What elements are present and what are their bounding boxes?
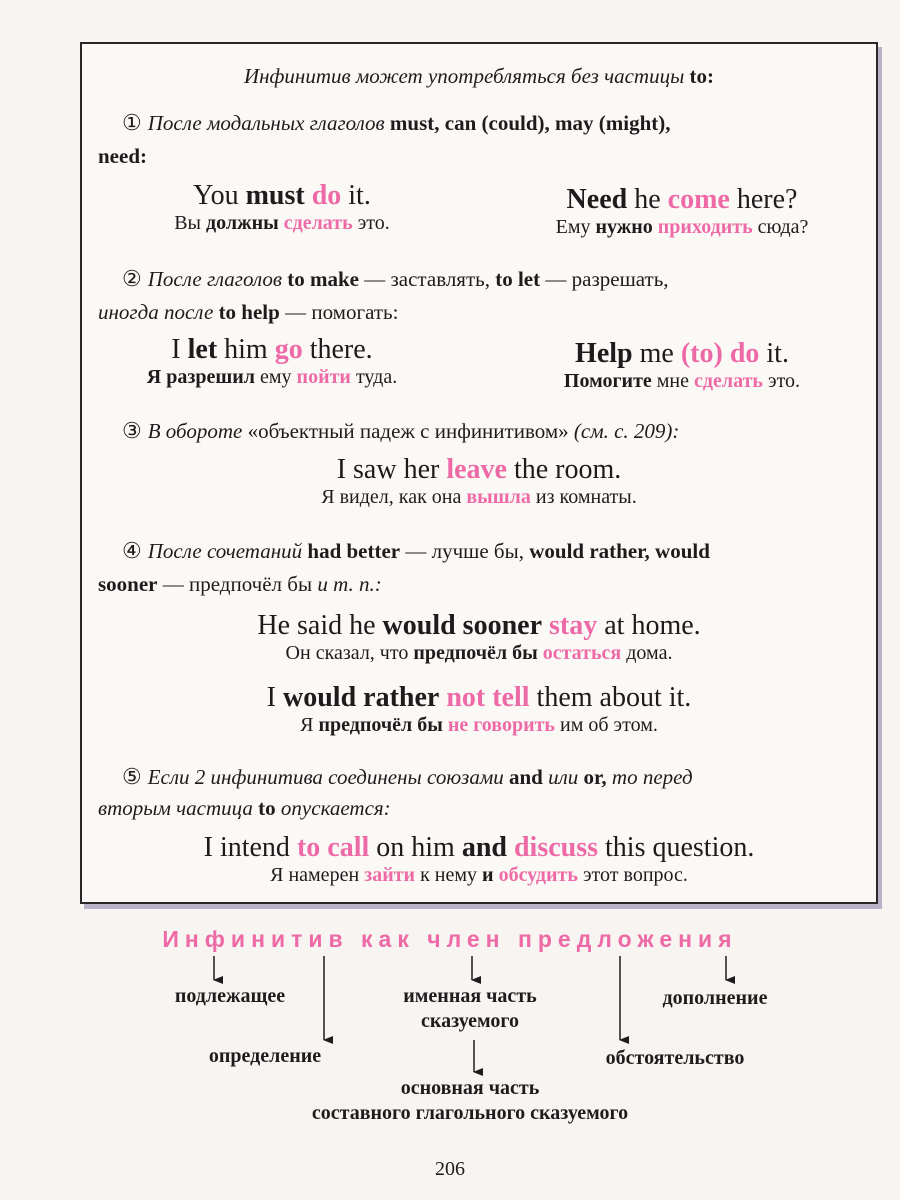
node-object: дополнение	[662, 987, 768, 1009]
diagram-title: Инфинитив как член предложения	[162, 926, 738, 952]
example-4b: I would rather not tell them about it. Я предпочёл бы не говорить им об этом.	[266, 682, 692, 736]
rule-2-cont: иногда после to help — помогать:	[98, 300, 399, 324]
example-2-left: I let him go there. Я разрешил ему пойти туда.	[146, 334, 398, 388]
node-compound: основная часть составного глагольного сказуемого	[311, 1077, 629, 1124]
rule-5-cont: вторым частица to опускается:	[98, 796, 391, 820]
rule-1: ① После модальных глаголов must, can (could), may (might),	[122, 110, 671, 135]
example-5: I intend to call on him and discuss this question. Я намерен зайти к нему и обсудить этот вопрос.	[203, 832, 755, 886]
page-number: 206	[435, 1158, 465, 1180]
example-3: I saw her leave the room. Я видел, как она вышла из комнаты.	[321, 454, 637, 508]
node-adverbial: обстоятельство	[605, 1047, 745, 1069]
rule-5: ⑤ Если 2 инфинитива соединены союзами and или or, то перед	[122, 764, 693, 789]
node-subject: подлежащее	[174, 985, 286, 1007]
example-4a: He said he would sooner stay at home. Он сказал, что предпочёл бы остаться дома.	[257, 610, 701, 664]
rule-2: ② После глаголов to make — заставлять, to let — разрешать,	[122, 266, 669, 291]
node-attribute: определение	[208, 1045, 322, 1067]
node-predicative: именная часть сказуемого	[403, 985, 537, 1032]
rule-4: ④ После сочетаний had better — лучше бы, would rather, would	[122, 538, 710, 563]
rule-4-cont: sooner — предпочёл бы и т. п.:	[98, 572, 382, 596]
rule-3: ③ В обороте «объектный падеж с инфинитивом» (см. с. 209):	[122, 418, 680, 443]
rules-header: Инфинитив может употребляться без частицы to:	[243, 64, 715, 88]
example-1-left: You must do it. Вы должны сделать это.	[174, 180, 390, 234]
rule-1-cont: need:	[98, 144, 147, 168]
example-2-right: Help me (to) do it. Помогите мне сделать это.	[563, 338, 801, 392]
example-1-right: Need he come here? Ему нужно приходить сюда?	[555, 184, 809, 238]
